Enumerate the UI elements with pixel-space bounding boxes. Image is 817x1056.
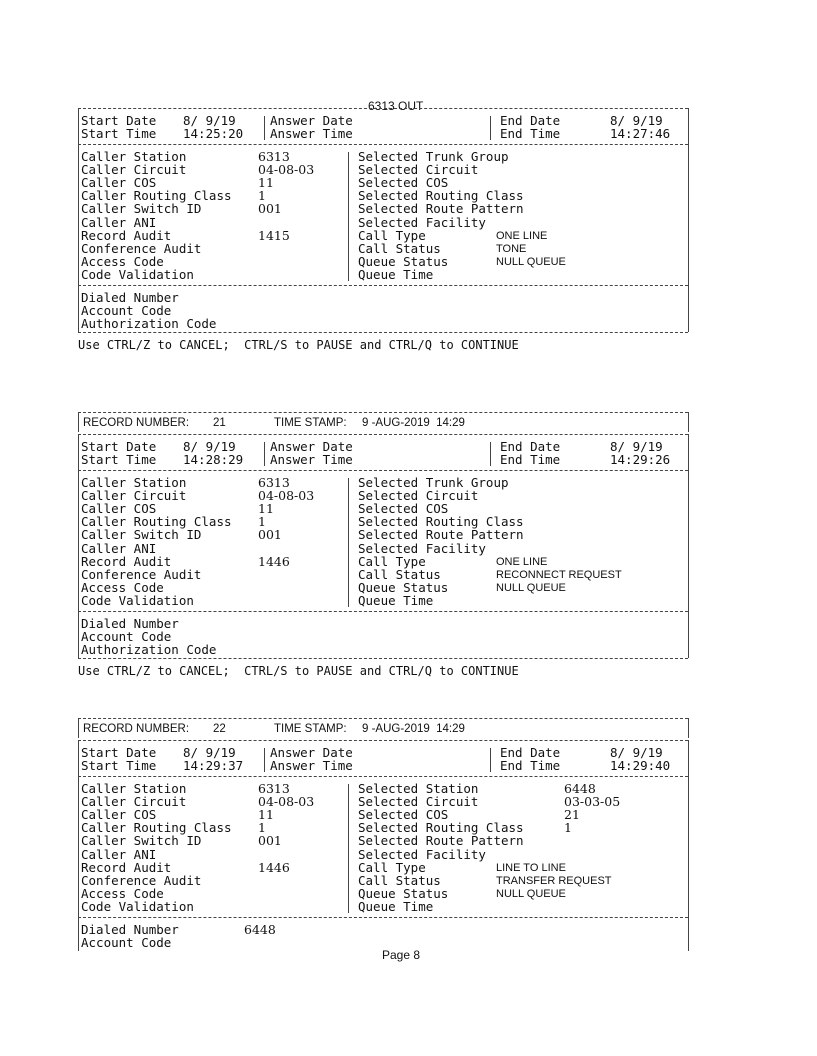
instruction-line: Use CTRL/Z to CANCEL; CTRL/S to PAUSE and CTRL/Q to CONTINUE [78, 338, 519, 353]
caller-field-label: Code Validation [81, 592, 194, 608]
divider-line [78, 332, 688, 333]
caller-field-label: Access Code [81, 579, 164, 595]
border-line [688, 776, 689, 917]
selected-field-label: Call Type [358, 553, 426, 569]
border-line [688, 285, 689, 332]
selected-field-label: Queue Status [358, 885, 449, 901]
selected-field-value: ONE LINE [496, 229, 548, 242]
selected-field-label: Call Status [358, 566, 441, 582]
border-line [688, 144, 689, 285]
report-title: 6313 OUT [368, 99, 424, 113]
divider-line [78, 108, 688, 109]
time-stamp-value: 9 -AUG-2019 14:29 [362, 723, 465, 735]
answer-time-label: Answer Time [270, 126, 353, 142]
selected-field-value: TONE [496, 242, 527, 255]
caller-field-label: Caller ANI [81, 846, 157, 862]
end-date-label: End Date [500, 439, 561, 454]
border-line [78, 412, 79, 432]
start-time-label: Start Time [81, 758, 157, 774]
caller-field-value: 11 [258, 501, 274, 517]
selected-field-label: Selected Trunk Group [358, 149, 509, 164]
caller-field-value: 1446 [258, 553, 290, 569]
caller-field-label: Caller Routing Class [81, 820, 232, 836]
caller-field-label: Caller Routing Class [81, 514, 232, 530]
selected-field-value: 21 [564, 807, 580, 823]
caller-field-value: 6313 [258, 781, 290, 796]
border-line [78, 740, 79, 776]
selected-field-label: Selected Routing Class [358, 514, 524, 530]
caller-field-value: 04-08-03 [258, 162, 315, 178]
divider-line [78, 611, 688, 612]
record-number-value: 22 [213, 723, 226, 735]
caller-field-value: 04-08-03 [258, 488, 315, 504]
caller-field-label: Caller COS [81, 175, 157, 191]
selected-field-label: Call Type [358, 859, 426, 875]
start-date-label: Start Date [81, 113, 157, 128]
start-date-value: 8/ 9/19 [183, 439, 236, 454]
selected-field-label: Call Type [358, 227, 426, 243]
border-line [78, 917, 79, 951]
caller-field-value: 11 [258, 175, 274, 191]
selected-field-value: RECONNECT REQUEST [496, 568, 622, 581]
caller-field-label: Record Audit [81, 859, 172, 875]
selected-field-label: Selected Circuit [358, 162, 479, 178]
start-time-value: 14:29:37 [183, 758, 244, 774]
border-line [264, 748, 265, 772]
end-time-value: 14:29:40 [610, 758, 671, 774]
caller-field-label: Conference Audit [81, 872, 202, 888]
bottom-field-label: Authorization Code [81, 642, 217, 658]
border-line [688, 611, 689, 658]
selected-field-label: Call Status [358, 872, 441, 888]
divider-line [78, 285, 688, 286]
selected-field-label: Selected Route Pattern [358, 833, 524, 849]
caller-field-label: Record Audit [81, 553, 172, 569]
divider-line [78, 776, 688, 777]
selected-field-label: Selected COS [358, 807, 449, 823]
caller-field-label: Caller COS [81, 501, 157, 517]
bottom-field-label: Account Code [81, 629, 172, 645]
divider-line [78, 470, 688, 471]
time-stamp-value: 9 -AUG-2019 14:29 [362, 417, 465, 429]
border-line [78, 285, 79, 332]
border-line [348, 478, 349, 607]
border-line [688, 917, 689, 951]
end-time-label: End Time [500, 758, 561, 774]
caller-field-label: Caller Circuit [81, 794, 187, 810]
end-time-label: End Time [500, 126, 561, 142]
caller-field-label: Record Audit [81, 227, 172, 243]
border-line [688, 470, 689, 611]
record-number-label: RECORD NUMBER: [83, 723, 190, 735]
border-line [490, 442, 491, 466]
start-date-value: 8/ 9/19 [183, 113, 236, 128]
border-line [264, 116, 265, 140]
record-number-label: RECORD NUMBER: [83, 417, 190, 429]
selected-field-label: Queue Time [358, 592, 434, 608]
caller-field-label: Caller Station [81, 781, 187, 796]
border-line [78, 611, 79, 658]
selected-field-label: Selected Routing Class [358, 820, 524, 836]
bottom-field-label: Account Code [81, 303, 172, 319]
caller-field-value: 1 [258, 188, 266, 204]
selected-field-value: LINE TO LINE [496, 861, 566, 874]
bottom-field-label: Dialed Number [81, 922, 179, 937]
selected-field-label: Selected Facility [358, 540, 486, 556]
bottom-field-label: Dialed Number [81, 616, 179, 631]
caller-field-value: 001 [258, 201, 282, 217]
record-number-value: 21 [213, 417, 226, 429]
end-time-value: 14:29:26 [610, 452, 671, 468]
end-time-label: End Time [500, 452, 561, 468]
bottom-field-label: Account Code [81, 935, 172, 951]
time-stamp-label: TIME STAMP: [274, 723, 347, 735]
caller-field-value: 04-08-03 [258, 794, 315, 810]
border-line [78, 470, 79, 611]
caller-field-label: Code Validation [81, 898, 194, 914]
bottom-field-label: Dialed Number [81, 290, 179, 305]
selected-field-label: Queue Time [358, 266, 434, 282]
selected-field-label: Selected Station [358, 781, 479, 796]
page-number: Page 8 [382, 948, 421, 962]
bottom-field-label: Authorization Code [81, 316, 217, 332]
end-time-value: 14:27:46 [610, 126, 671, 142]
caller-field-value: 001 [258, 527, 282, 543]
selected-field-value: NULL QUEUE [496, 255, 566, 268]
selected-field-value: 6448 [564, 781, 596, 796]
selected-field-label: Selected Route Pattern [358, 527, 524, 543]
divider-line [78, 412, 688, 413]
start-time-value: 14:25:20 [183, 126, 244, 142]
caller-field-label: Caller Switch ID [81, 201, 202, 217]
selected-field-label: Selected Route Pattern [358, 201, 524, 217]
caller-field-value: 11 [258, 807, 274, 823]
bottom-field-value: 6448 [244, 922, 276, 937]
selected-field-label: Queue Status [358, 253, 449, 269]
caller-field-label: Caller Station [81, 149, 187, 164]
divider-line [78, 740, 688, 741]
answer-date-label: Answer Date [270, 113, 353, 128]
caller-field-value: 6313 [258, 149, 290, 164]
selected-field-label: Call Status [358, 240, 441, 256]
selected-field-value: TRANSFER REQUEST [496, 874, 612, 887]
caller-field-label: Caller Switch ID [81, 833, 202, 849]
border-line [490, 116, 491, 140]
border-line [688, 434, 689, 470]
border-line [78, 108, 79, 144]
selected-field-value: 1 [564, 820, 572, 836]
answer-time-label: Answer Time [270, 758, 353, 774]
divider-line [78, 434, 688, 435]
end-date-value: 8/ 9/19 [610, 439, 663, 454]
caller-field-label: Caller COS [81, 807, 157, 823]
instruction-line: Use CTRL/Z to CANCEL; CTRL/S to PAUSE and CTRL/Q to CONTINUE [78, 664, 519, 679]
border-line [78, 718, 79, 738]
selected-field-value: NULL QUEUE [496, 887, 566, 900]
caller-field-value: 1 [258, 820, 266, 836]
divider-line [78, 144, 688, 145]
divider-line [78, 917, 688, 918]
divider-line [78, 718, 688, 719]
border-line [348, 784, 349, 913]
selected-field-value: 03-03-05 [564, 794, 621, 810]
caller-field-label: Caller Routing Class [81, 188, 232, 204]
caller-field-label: Access Code [81, 253, 164, 269]
end-date-label: End Date [500, 745, 561, 760]
start-time-value: 14:28:29 [183, 452, 244, 468]
answer-date-label: Answer Date [270, 439, 353, 454]
end-date-value: 8/ 9/19 [610, 745, 663, 760]
answer-date-label: Answer Date [270, 745, 353, 760]
border-line [688, 718, 689, 738]
end-date-label: End Date [500, 113, 561, 128]
selected-field-label: Queue Time [358, 898, 434, 914]
selected-field-label: Selected COS [358, 501, 449, 517]
selected-field-label: Selected Circuit [358, 794, 479, 810]
border-line [78, 776, 79, 917]
time-stamp-label: TIME STAMP: [274, 417, 347, 429]
selected-field-label: Selected Circuit [358, 488, 479, 504]
border-line [348, 152, 349, 281]
border-line [490, 748, 491, 772]
caller-field-label: Caller Station [81, 475, 187, 490]
border-line [264, 442, 265, 466]
caller-field-value: 001 [258, 833, 282, 849]
caller-field-label: Caller Circuit [81, 488, 187, 504]
caller-field-value: 1446 [258, 859, 290, 875]
selected-field-label: Selected COS [358, 175, 449, 191]
divider-line [78, 658, 688, 659]
end-date-value: 8/ 9/19 [610, 113, 663, 128]
selected-field-label: Selected Trunk Group [358, 475, 509, 490]
caller-field-label: Caller Circuit [81, 162, 187, 178]
caller-field-value: 1415 [258, 227, 290, 243]
caller-field-value: 6313 [258, 475, 290, 490]
border-line [688, 740, 689, 776]
answer-time-label: Answer Time [270, 452, 353, 468]
border-line [78, 144, 79, 285]
start-time-label: Start Time [81, 452, 157, 468]
selected-field-label: Selected Facility [358, 846, 486, 862]
start-date-label: Start Date [81, 439, 157, 454]
caller-field-label: Code Validation [81, 266, 194, 282]
caller-field-label: Conference Audit [81, 240, 202, 256]
border-line [688, 108, 689, 144]
start-time-label: Start Time [81, 126, 157, 142]
selected-field-label: Selected Routing Class [358, 188, 524, 204]
selected-field-value: ONE LINE [496, 555, 548, 568]
start-date-value: 8/ 9/19 [183, 745, 236, 760]
selected-field-value: NULL QUEUE [496, 581, 566, 594]
caller-field-label: Conference Audit [81, 566, 202, 582]
border-line [78, 434, 79, 470]
selected-field-label: Queue Status [358, 579, 449, 595]
caller-field-label: Caller ANI [81, 540, 157, 556]
border-line [688, 412, 689, 432]
caller-field-label: Caller Switch ID [81, 527, 202, 543]
caller-field-label: Caller ANI [81, 214, 157, 230]
caller-field-value: 1 [258, 514, 266, 530]
selected-field-label: Selected Facility [358, 214, 486, 230]
start-date-label: Start Date [81, 745, 157, 760]
caller-field-label: Access Code [81, 885, 164, 901]
